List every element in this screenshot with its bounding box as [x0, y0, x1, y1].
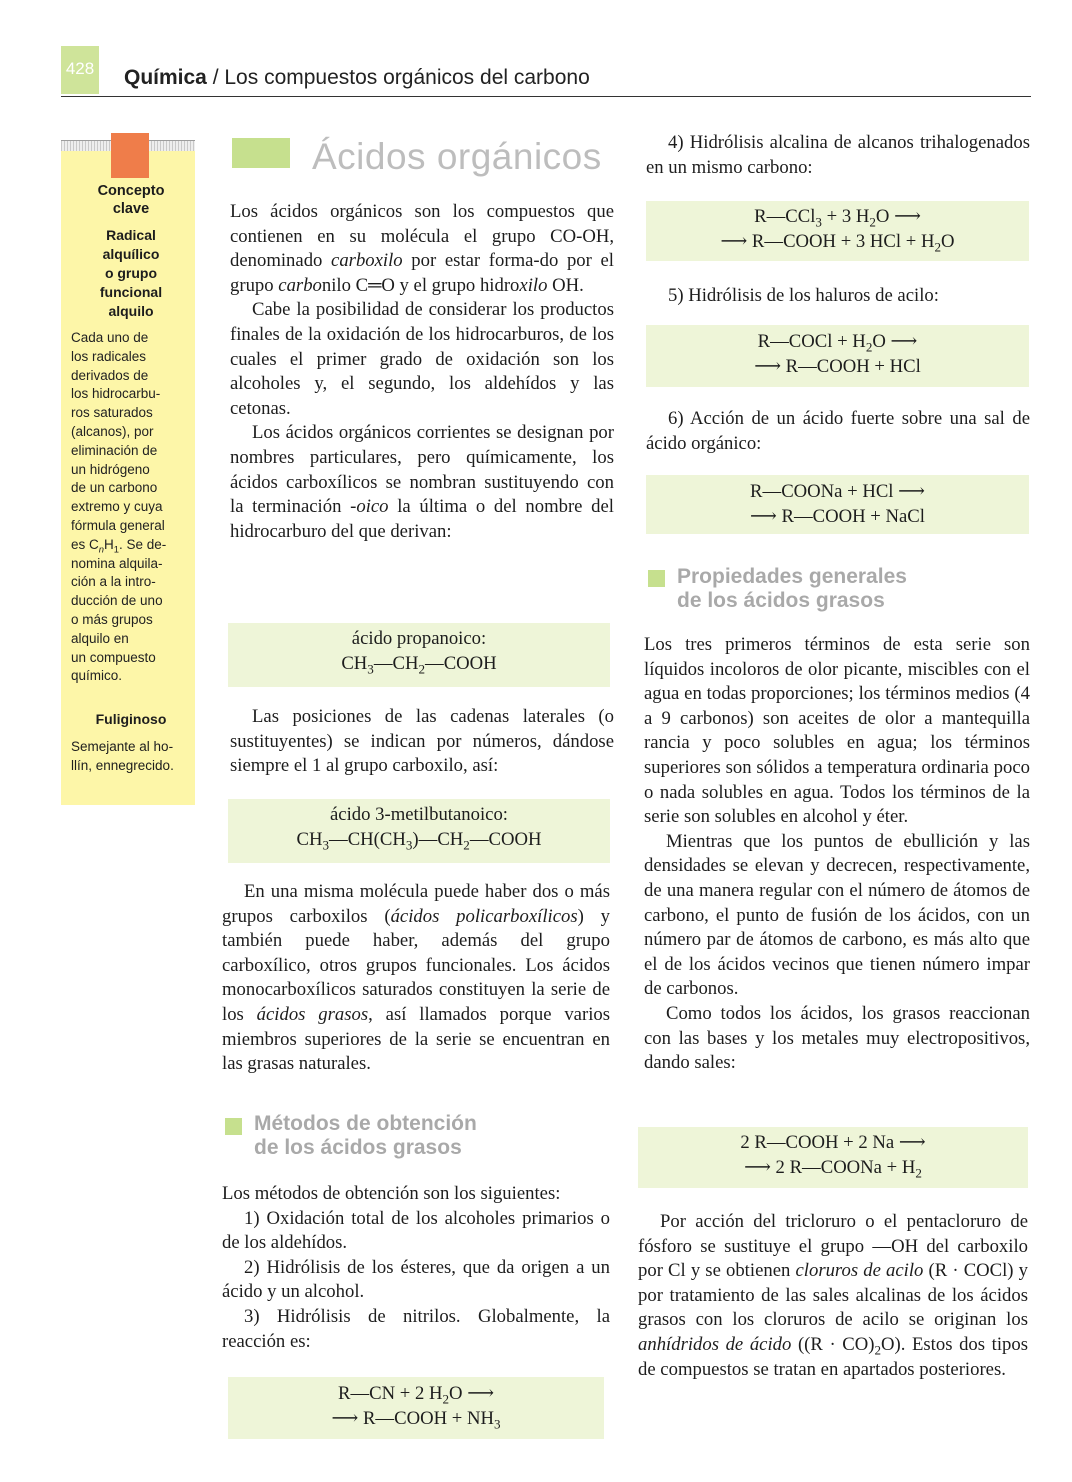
formula-part: O ⟶ [449, 1383, 495, 1404]
text-run-italic: anhídridos de ácido [638, 1333, 792, 1355]
definition-line: un compuesto [71, 649, 156, 665]
formula-subscript: 2 [865, 339, 873, 355]
formula-part: O ⟶ [872, 331, 918, 352]
definition-line: un hidrógeno [71, 461, 150, 477]
formula: ⟶ R—COOH + NaCl [750, 506, 925, 527]
header-rule [61, 96, 1031, 97]
paragraph: Cabe la posibilidad de considerar los productos finales de la oxidación de los hidrocarburos, de los cuales el primer grado de oxidación son los alcoholes y, el segundo, los aldehídos y las cetonas. [230, 299, 614, 419]
text-run: En una misma molécula puede haber dos o más grupos carboxilos ( [222, 881, 610, 927]
formula-part: —COOH [469, 829, 542, 850]
definition-line: los radicales [71, 348, 147, 364]
formula [228, 1406, 604, 1431]
formula-box-salt [646, 475, 1029, 534]
right-column-method6 [646, 407, 1030, 456]
formula [646, 204, 1029, 229]
section-marker [648, 570, 665, 587]
page-title: Ácidos orgánicos [312, 136, 602, 177]
formula-subscript: 3 [322, 837, 330, 853]
formula-box-sodium [638, 1127, 1028, 1188]
text-run: ((R · CO) [791, 1333, 875, 1355]
text-run: Por acción del tricloruro o el pentacloruro de fósforo se sustituye el grupo —OH del carboxilo por Cl y se obtienen [638, 1211, 1028, 1282]
section-title-methods [254, 1112, 477, 1160]
glossary-definition-fuliginoso [71, 738, 191, 776]
term-line: o grupo [104, 265, 158, 281]
sidebar-content [71, 182, 191, 776]
left-column-intro [230, 200, 614, 544]
formula-text: . Se de- [119, 536, 167, 552]
formula [228, 1381, 604, 1406]
paragraph [222, 880, 610, 1077]
formula-subscript: 2 [874, 1342, 881, 1358]
sidebar-heading-line: clave [112, 201, 150, 217]
paragraph [638, 1210, 1028, 1382]
text-run-italic: carboxilo [331, 250, 403, 272]
right-column-method4 [646, 131, 1030, 180]
definition-line: extremo y cuya [71, 499, 163, 515]
formula-subscript: 3 [815, 214, 822, 230]
formula-part: —CH(CH [329, 829, 406, 850]
formula [646, 354, 1029, 379]
formula-box-nitrile [228, 1377, 604, 1439]
text-run: ) y también puede haber, además del grupo carboxílico, otros grupos funcionales. Los ácidos monocarboxílicos saturados constituyen la serie de los [222, 905, 611, 1025]
definition-line: (alcanos), por [71, 423, 154, 439]
formula-part: ⟶ 2 R—COONa + H [744, 1157, 916, 1178]
formula-part: O ⟶ [875, 206, 921, 227]
term-line: Radical [106, 227, 156, 243]
formula-subscript: 3 [493, 1416, 501, 1432]
text-run-italic: xilo [519, 274, 548, 296]
text-run: Los ácidos orgánicos son los compuestos que contienen en su molécula el grupo CO-OH, denominado [230, 201, 614, 272]
text-run-italic: carbo [278, 274, 322, 296]
formula-subscript: 2 [442, 1391, 450, 1407]
text-run-italic: ácidos policarboxílicos [390, 905, 578, 927]
formula-subscript: 2 [418, 661, 426, 677]
glossary-definition-radical [71, 329, 191, 686]
glossary-term-radical [71, 226, 191, 321]
text-run: OH. [547, 274, 584, 296]
text-run-italic: cloruros de acilo [795, 1260, 924, 1282]
sidebar-heading [71, 182, 191, 218]
left-column-methods [222, 1182, 610, 1354]
method-item: 6) Acción de un ácido fuerte sobre una sal de ácido orgánico: [646, 408, 1030, 454]
formula-subscript: 3 [405, 837, 413, 853]
paragraph: Los métodos de obtención son los siguientes: [222, 1183, 561, 1204]
formula-part: R—CCl [754, 206, 816, 227]
method-item: 2) Hidrólisis de los ésteres, que da origen a un ácido y un alcohol. [222, 1256, 610, 1303]
formula-name: ácido propanoico: [351, 628, 487, 649]
definition-line: ducción de uno [71, 593, 163, 609]
left-column-polycarboxylic [222, 880, 610, 1077]
header-chapter: / Los compuestos orgánicos del carbono [206, 66, 590, 89]
formula-subscript: 2 [463, 837, 470, 853]
formula-box-acyl-halide [646, 325, 1029, 387]
text-run: la última o del nombre del hidrocarburo del que derivan: [230, 496, 614, 542]
definition-line: de un carbono [71, 480, 158, 496]
formula-name: ácido 3-metilbutanoico: [330, 804, 508, 825]
left-column-positions [230, 705, 614, 779]
method-item: 3) Hidrólisis de nitrilos. Globalmente, la reacción es: [222, 1305, 610, 1352]
formula [646, 329, 1029, 354]
right-column-method5 [646, 284, 1030, 309]
formula-subscript: 2 [934, 239, 942, 255]
section-marker [225, 1118, 242, 1135]
definition-line: eliminación de [71, 442, 158, 458]
definition-line: alquilo en [71, 630, 129, 646]
formula [228, 651, 610, 676]
formula-part: ⟶ R—COOH + HCl [754, 356, 921, 377]
formula-part: )—CH [412, 829, 464, 850]
method-item: 1) Oxidación total de los alcoholes primarios o de los aldehídos. [222, 1207, 610, 1254]
formula-subscript: 3 [367, 661, 374, 677]
text-run: nilo C═O y el grupo hidro [321, 274, 520, 296]
header-subject: Química [124, 66, 207, 89]
text-run: O). Estos dos tipos de compuestos se tratan en apartados posteriores. [638, 1333, 1028, 1380]
formula: R—COONa + HCl ⟶ [750, 481, 925, 502]
formula-subscript: n [98, 544, 105, 556]
formula-subscript: 1 [113, 544, 120, 556]
text-run: , así llamados porque varios miembros superiores de la serie se encuentran en las grasas naturales. [222, 1003, 611, 1075]
formula-part: ⟶ R—COOH + 3 HCl + H [720, 231, 935, 252]
definition-line: ros saturados [71, 405, 153, 421]
definition-line: fórmula general [71, 517, 165, 533]
section-title-properties [677, 565, 907, 613]
right-column-properties [644, 633, 1030, 1076]
definition-line: ción a la intro- [71, 574, 156, 590]
definition-line: Cada uno de [71, 330, 149, 345]
text-run: por estar forma-do por el grupo [230, 250, 614, 296]
title-color-block [232, 138, 290, 168]
formula: 2 R—COOH + 2 Na ⟶ [740, 1132, 926, 1153]
definition-line: químico. [71, 668, 123, 684]
formula [638, 1155, 1028, 1180]
formula-part: R—COCl + H [757, 331, 866, 352]
running-header [124, 66, 590, 90]
formula-part: —COOH [425, 653, 497, 674]
text-run-italic: -oico [350, 496, 389, 518]
term-line: alquilo [108, 303, 154, 319]
glossary-term-fuliginoso: Fuliginoso [95, 711, 167, 728]
paragraph: Mientras que los puntos de ebullición y las densidades se elevan y decrecen, respectivamente, de una manera regular con el número de átomos de carbono, el punto de fusión de los ácidos, con un número par de átomos de carbono, es más alto que el de los ácidos vecinos que tienen número impar de carbonos. [644, 830, 1030, 1000]
formula-box-propanoic [228, 623, 610, 687]
section-title-line: de los ácidos grasos [677, 589, 885, 612]
method-item: 5) Hidrólisis de los haluros de acilo: [668, 285, 939, 306]
definition-formula-line [71, 536, 191, 555]
sidebar-heading-line: Concepto [97, 183, 165, 199]
formula-subscript: 2 [869, 214, 876, 230]
formula-part: + 3 H [821, 206, 870, 227]
text-run: Los ácidos orgánicos corrientes se designan por nombres particulares, pero químicamente, los ácidos carboxílicos se nombran sustituyendo con la terminación [230, 422, 614, 518]
paragraph [230, 200, 614, 298]
formula-box-trihalide [646, 201, 1029, 261]
paragraph: Las posiciones de las cadenas laterales (o sustituyentes) se indican por números, dándose siempre el 1 al grupo carboxilo, así: [230, 706, 614, 777]
formula-part: O [941, 231, 955, 252]
definition-line: los hidrocarbu- [71, 386, 161, 402]
glossary-sidebar [61, 140, 195, 805]
definition-line: o más grupos [71, 611, 153, 627]
text-run-italic: ácidos grasos [256, 1003, 369, 1025]
definition-line: derivados de [71, 367, 149, 383]
term-line: funcional [99, 284, 163, 300]
formula [228, 827, 610, 852]
formula-part: R—CN + 2 H [337, 1383, 443, 1404]
formula [646, 229, 1029, 254]
section-title-line: de los ácidos grasos [254, 1136, 462, 1159]
method-item: 4) Hidrólisis alcalina de alcanos trihalogenados en un mismo carbono: [646, 132, 1030, 178]
sidebar-accent-block [111, 133, 149, 178]
right-column-chlorides [638, 1210, 1028, 1382]
paragraph [230, 421, 614, 544]
page-number: 428 [61, 46, 99, 94]
section-title-line: Propiedades generales [677, 565, 907, 588]
formula-part: CH [296, 829, 323, 850]
definition-line: nomina alquila- [71, 555, 163, 571]
formula-text: H [104, 536, 114, 552]
formula-part: —CH [373, 653, 419, 674]
formula-part: ⟶ R—COOH + NH [331, 1408, 494, 1429]
formula-part: CH [341, 653, 368, 674]
text-run: (R · COCl) y por tratamiento de las sales alcalinas de los ácidos grasos con los cloruros de acilo se originan los [638, 1260, 1029, 1331]
formula-text: es C [71, 536, 99, 552]
paragraph: Los tres primeros términos de esta serie son líquidos incoloros de olor picante, miscibles con el agua en todas proporciones; los términos medios (4 a 9 carbonos) son aceites de olor a mantequilla rancia y poco solubles en agua; los términos superiores son sólidos a temperatura ordinaria poco o nada solubles en agua. Todos los términos de la serie son solubles en alcohol y éter. [644, 634, 1030, 828]
formula-box-methylbutanoic [228, 799, 610, 863]
paragraph: Como todos los ácidos, los grasos reaccionan con las bases y los metales muy electropositivos, dando sales: [644, 1002, 1030, 1074]
definition-line: Semejante al ho- [71, 739, 174, 755]
section-title-line: Métodos de obtención [254, 1112, 477, 1135]
definition-line: llín, ennegrecido. [71, 757, 174, 773]
formula-subscript: 2 [915, 1165, 922, 1181]
term-line: alquílico [102, 246, 160, 262]
